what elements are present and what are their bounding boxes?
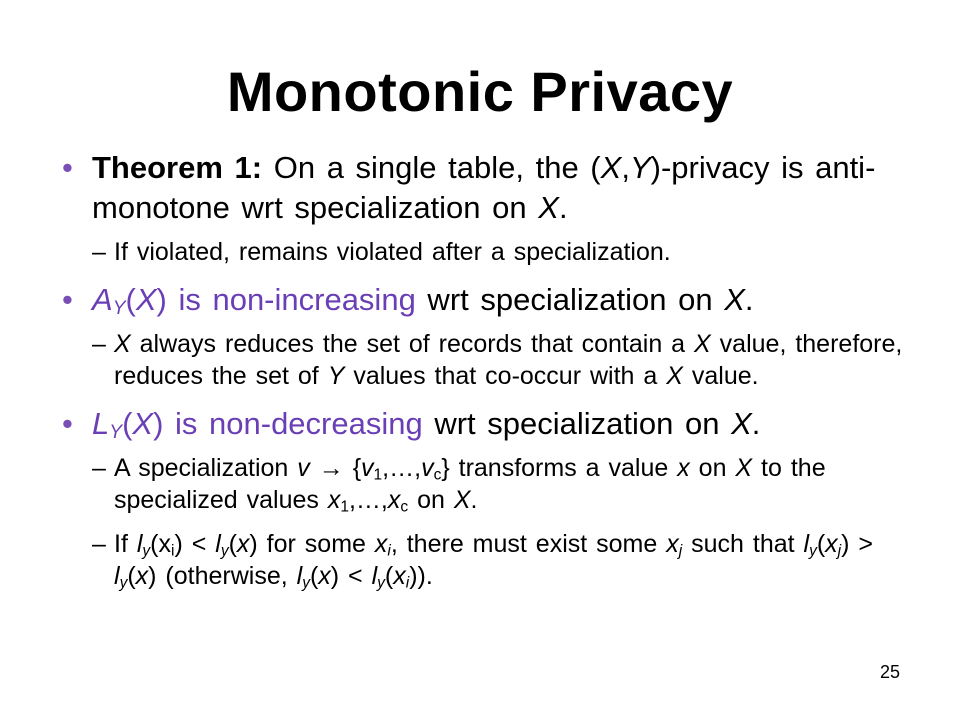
theorem-label: Theorem 1:	[92, 150, 263, 185]
sub-text: values that co-occur with a	[344, 362, 667, 390]
bullet-text: .	[751, 406, 761, 441]
var-a: A	[92, 282, 113, 317]
sub-bullet-specialization	[62, 452, 912, 516]
subscript-y: y	[142, 542, 151, 560]
bullet-text: )-privacy is anti-monotone wrt specialization on	[92, 150, 876, 225]
brace: {	[352, 454, 362, 482]
subscript-y: y	[119, 574, 128, 592]
var-x: X	[731, 406, 752, 441]
highlight-phrase: is non-increasing	[166, 282, 416, 317]
var-x: X	[600, 150, 622, 185]
subscript: 1	[340, 498, 349, 516]
slide-content	[62, 148, 912, 604]
var-x: X	[132, 406, 154, 441]
bullet-ly-non-decreasing	[62, 404, 912, 444]
sub-text: value.	[682, 362, 759, 390]
subscript: c	[400, 498, 409, 516]
bullet-marker: •	[62, 150, 73, 185]
sub-text: such that	[682, 530, 804, 558]
sub-text: on	[689, 454, 736, 482]
sub-text: ) (otherwise,	[148, 562, 297, 590]
sub-text: If violated, remains violated after a specialization.	[114, 238, 671, 266]
var-l: l	[215, 530, 221, 558]
var-l: l	[136, 530, 143, 558]
sub-text: value, therefore, reduces the set of	[114, 330, 903, 390]
dash-marker: –	[92, 238, 106, 266]
var-v: v	[421, 454, 434, 482]
sub-text: ) for some	[249, 530, 375, 558]
highlight-text	[92, 282, 416, 320]
sub-text: always reduces the set of records that contain a	[130, 330, 695, 358]
subscript: i	[170, 542, 175, 560]
bullet-text: ,	[621, 150, 630, 185]
bullet-text: .	[744, 282, 754, 317]
var-x: X	[666, 362, 683, 390]
subscript: j	[837, 542, 842, 560]
highlight-text	[92, 406, 423, 444]
ellipsis: ,…,	[348, 486, 388, 514]
sub-bullet-if-ly	[62, 528, 912, 592]
paren: (	[122, 406, 133, 441]
var-x: X	[538, 190, 559, 225]
bullet-text: wrt specialization on	[415, 282, 725, 317]
bullet-text: On a single table, the (	[262, 150, 601, 185]
var-x-lower: x	[666, 530, 679, 558]
paren: (	[125, 282, 136, 317]
subscript-y: Y	[112, 298, 126, 320]
var-x: X	[735, 454, 753, 482]
sub-text: on	[408, 486, 454, 514]
sub-text: (	[309, 562, 319, 590]
var-x-lower: x	[387, 486, 401, 514]
sub-text: (x	[150, 530, 171, 558]
sub-text: (	[228, 530, 237, 558]
var-l: l	[114, 562, 120, 590]
sub-text: (	[816, 530, 826, 558]
dash-marker: –	[92, 530, 106, 558]
ellipsis: ,…,	[382, 454, 422, 482]
sub-text: (	[384, 562, 394, 590]
bullet-marker: •	[62, 406, 73, 441]
subscript: j	[678, 542, 683, 560]
var-x-lower: x	[135, 562, 149, 590]
dash-marker: –	[92, 454, 106, 482]
var-l: l	[803, 530, 810, 558]
var-y: Y	[629, 150, 651, 185]
var-x-lower: x	[393, 562, 406, 590]
var-x-lower: x	[825, 530, 838, 558]
var-x: X	[453, 486, 471, 514]
var-v: v	[297, 454, 310, 482]
var-y: Y	[327, 362, 345, 390]
sub-text: (	[127, 562, 136, 590]
subscript-y: y	[377, 574, 385, 592]
var-x: X	[724, 282, 745, 317]
subscript-y: y	[809, 542, 817, 560]
var-x: X	[135, 282, 157, 317]
paren: )	[156, 282, 167, 317]
sub-text: If	[114, 530, 137, 558]
var-x-lower: x	[374, 530, 388, 558]
sub-bullet-violated	[62, 236, 912, 268]
subscript-y: y	[302, 574, 310, 592]
bullet-theorem-1	[62, 148, 912, 228]
var-x-lower: x	[327, 486, 341, 514]
bullet-text: wrt specialization on	[422, 406, 732, 441]
subscript-y: Y	[109, 422, 123, 444]
sub-text: ) <	[330, 562, 372, 590]
subscript: i	[387, 542, 391, 560]
arrow-icon: →	[309, 454, 353, 482]
subscript: 1	[373, 466, 383, 484]
paren: )	[153, 406, 164, 441]
page-number: 25	[879, 662, 900, 682]
slide-title: Monotonic Privacy	[226, 60, 734, 123]
sub-text: )).	[409, 562, 433, 590]
sub-text: ) <	[174, 530, 216, 558]
bullet-marker: •	[62, 282, 73, 317]
subscript: i	[405, 574, 410, 592]
var-v: v	[361, 454, 374, 482]
var-l: L	[92, 406, 110, 441]
var-l: l	[371, 562, 378, 590]
sub-text: .	[470, 486, 478, 514]
sub-text: to the specialized values	[114, 454, 826, 514]
var-x-lower: x	[236, 530, 250, 558]
var-l: l	[296, 562, 303, 590]
highlight-phrase: is non-decreasing	[163, 406, 423, 441]
var-x-lower: x	[318, 562, 331, 590]
var-x-lower: x	[677, 454, 690, 482]
sub-text: A specialization	[114, 454, 298, 482]
bullet-text: .	[558, 190, 568, 225]
sub-text: ) >	[841, 530, 873, 558]
subscript-y: y	[220, 542, 229, 560]
sub-text: transforms a value	[449, 454, 678, 482]
sub-bullet-x-reduces	[62, 328, 912, 392]
var-x: X	[114, 330, 131, 358]
dash-marker: –	[92, 330, 106, 358]
var-x: X	[694, 330, 711, 358]
bullet-ay-non-increasing	[62, 280, 912, 320]
subscript: c	[433, 466, 442, 484]
sub-text: , there must exist some	[390, 530, 667, 558]
brace: }	[441, 454, 450, 482]
